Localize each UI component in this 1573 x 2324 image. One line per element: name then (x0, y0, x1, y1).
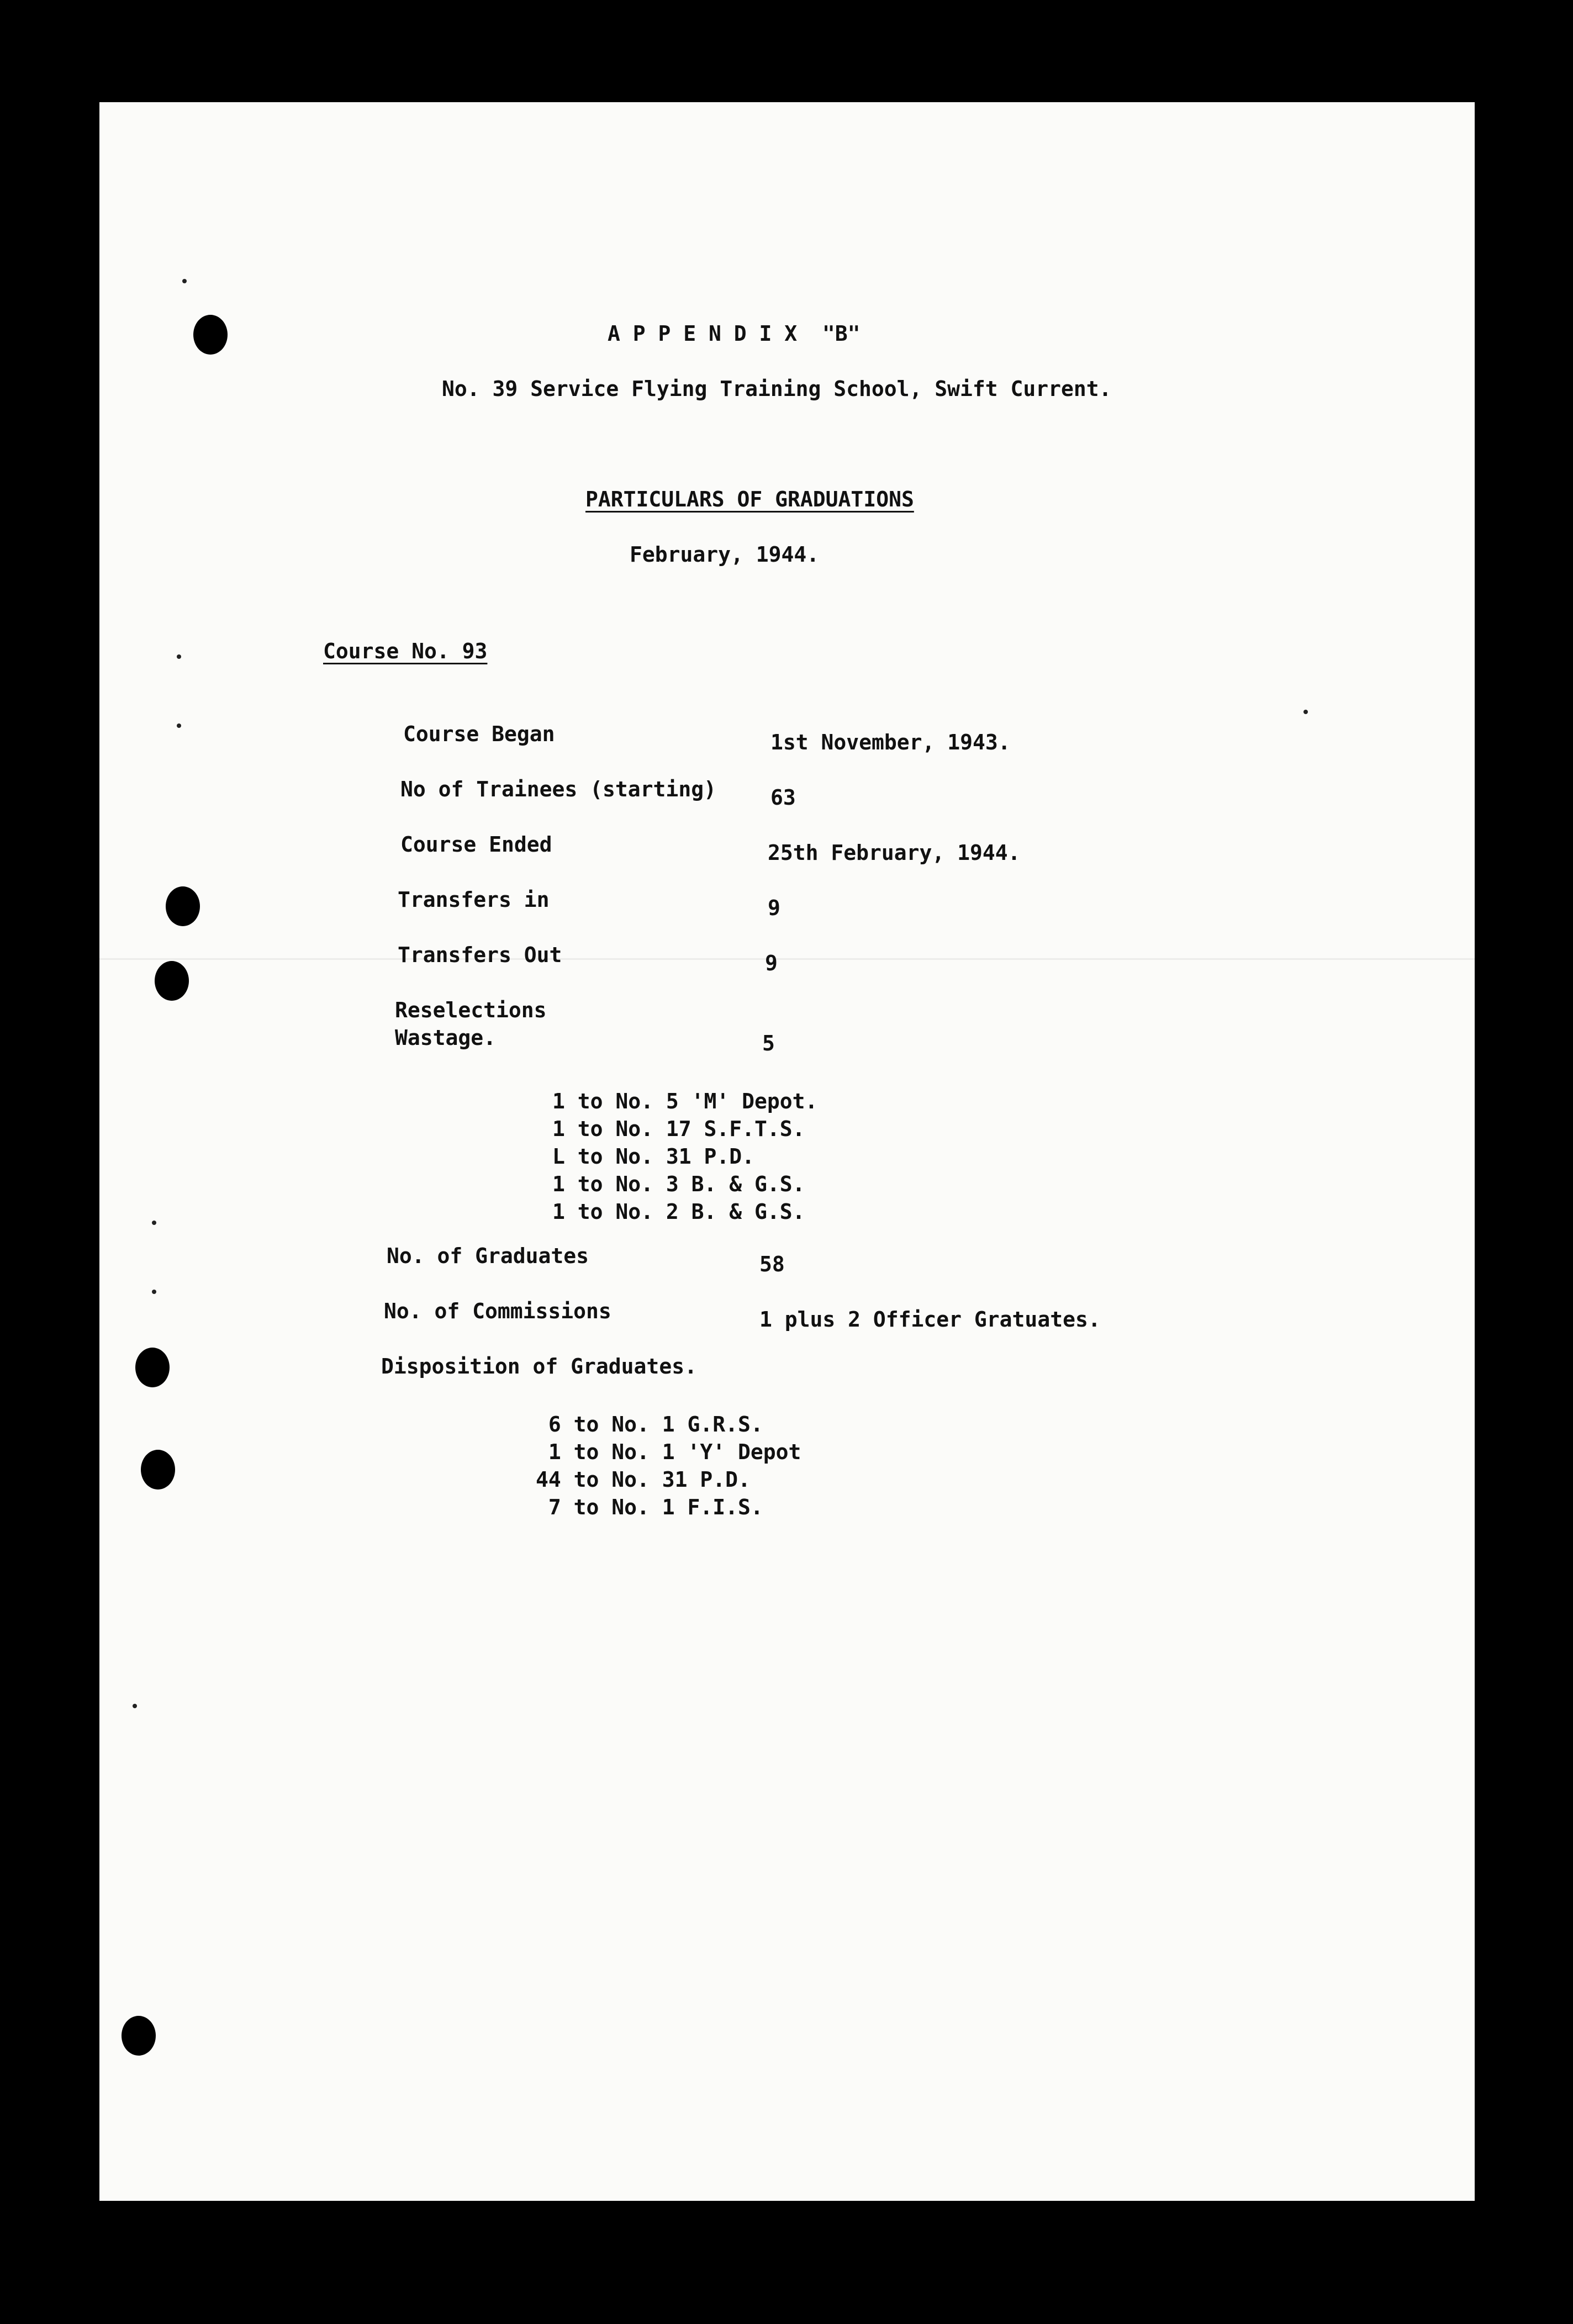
trainees-label: No of Trainees (starting) (400, 777, 716, 801)
disposition-label: Disposition of Graduates. (381, 1354, 697, 1378)
wastage-item: 1 to No. 3 B. & G.S. (552, 1172, 805, 1196)
paper-speck (152, 1290, 156, 1294)
course-ended-value: 25th February, 1944. (768, 841, 1021, 865)
appendix-heading: A P P E N D I X "B" (608, 321, 861, 346)
paper-speck (182, 279, 187, 283)
graduates-label: No. of Graduates (387, 1244, 589, 1268)
commissions-value: 1 plus 2 Officer Gratuates. (759, 1307, 1101, 1332)
course-began-value: 1st November, 1943. (770, 730, 1011, 754)
punch-hole (135, 1348, 170, 1387)
wastage-item: 1 to No. 2 B. & G.S. (552, 1200, 805, 1224)
transfers-out-label: Transfers Out (398, 943, 562, 967)
transfers-in-label: Transfers in (398, 888, 550, 912)
disposition-item: 6 to No. 1 G.R.S. (536, 1412, 763, 1436)
commissions-label: No. of Commissions (384, 1299, 611, 1323)
course-began-label: Course Began (403, 722, 555, 746)
fold-crease (99, 958, 1475, 960)
punch-hole (193, 315, 228, 355)
paper-speck (152, 1221, 156, 1225)
wastage-value: 5 (762, 1031, 775, 1055)
transfers-in-value: 9 (768, 896, 780, 920)
trainees-value: 63 (770, 785, 796, 810)
disposition-item: 1 to No. 1 'Y' Depot (536, 1440, 801, 1464)
punch-hole (155, 961, 189, 1001)
course-heading: Course No. 93 (323, 639, 488, 663)
graduates-value: 58 (759, 1252, 785, 1276)
transfers-out-value: 9 (765, 951, 778, 975)
wastage-item: L to No. 31 P.D. (552, 1144, 755, 1169)
wastage-item: 1 to No. 5 'M' Depot. (552, 1089, 818, 1113)
disposition-item: 7 to No. 1 F.I.S. (536, 1495, 763, 1519)
paper-speck (177, 723, 181, 728)
paper-speck (133, 1704, 137, 1708)
paper-speck (177, 654, 181, 659)
course-ended-label: Course Ended (400, 832, 552, 857)
wastage-item: 1 to No. 17 S.F.T.S. (552, 1117, 805, 1141)
period-line: February, 1944. (630, 542, 820, 567)
punch-hole (122, 2016, 156, 2056)
punch-hole (141, 1450, 175, 1490)
reselections-label: Reselections (395, 998, 547, 1022)
paper-speck (1303, 710, 1308, 714)
punch-hole (166, 886, 200, 926)
document-title: PARTICULARS OF GRADUATIONS (585, 487, 914, 511)
document-page (99, 102, 1475, 2201)
unit-line: No. 39 Service Flying Training School, Swift Current. (442, 377, 1112, 401)
wastage-label: Wastage. (395, 1026, 497, 1050)
disposition-item: 44 to No. 31 P.D. (536, 1467, 751, 1492)
